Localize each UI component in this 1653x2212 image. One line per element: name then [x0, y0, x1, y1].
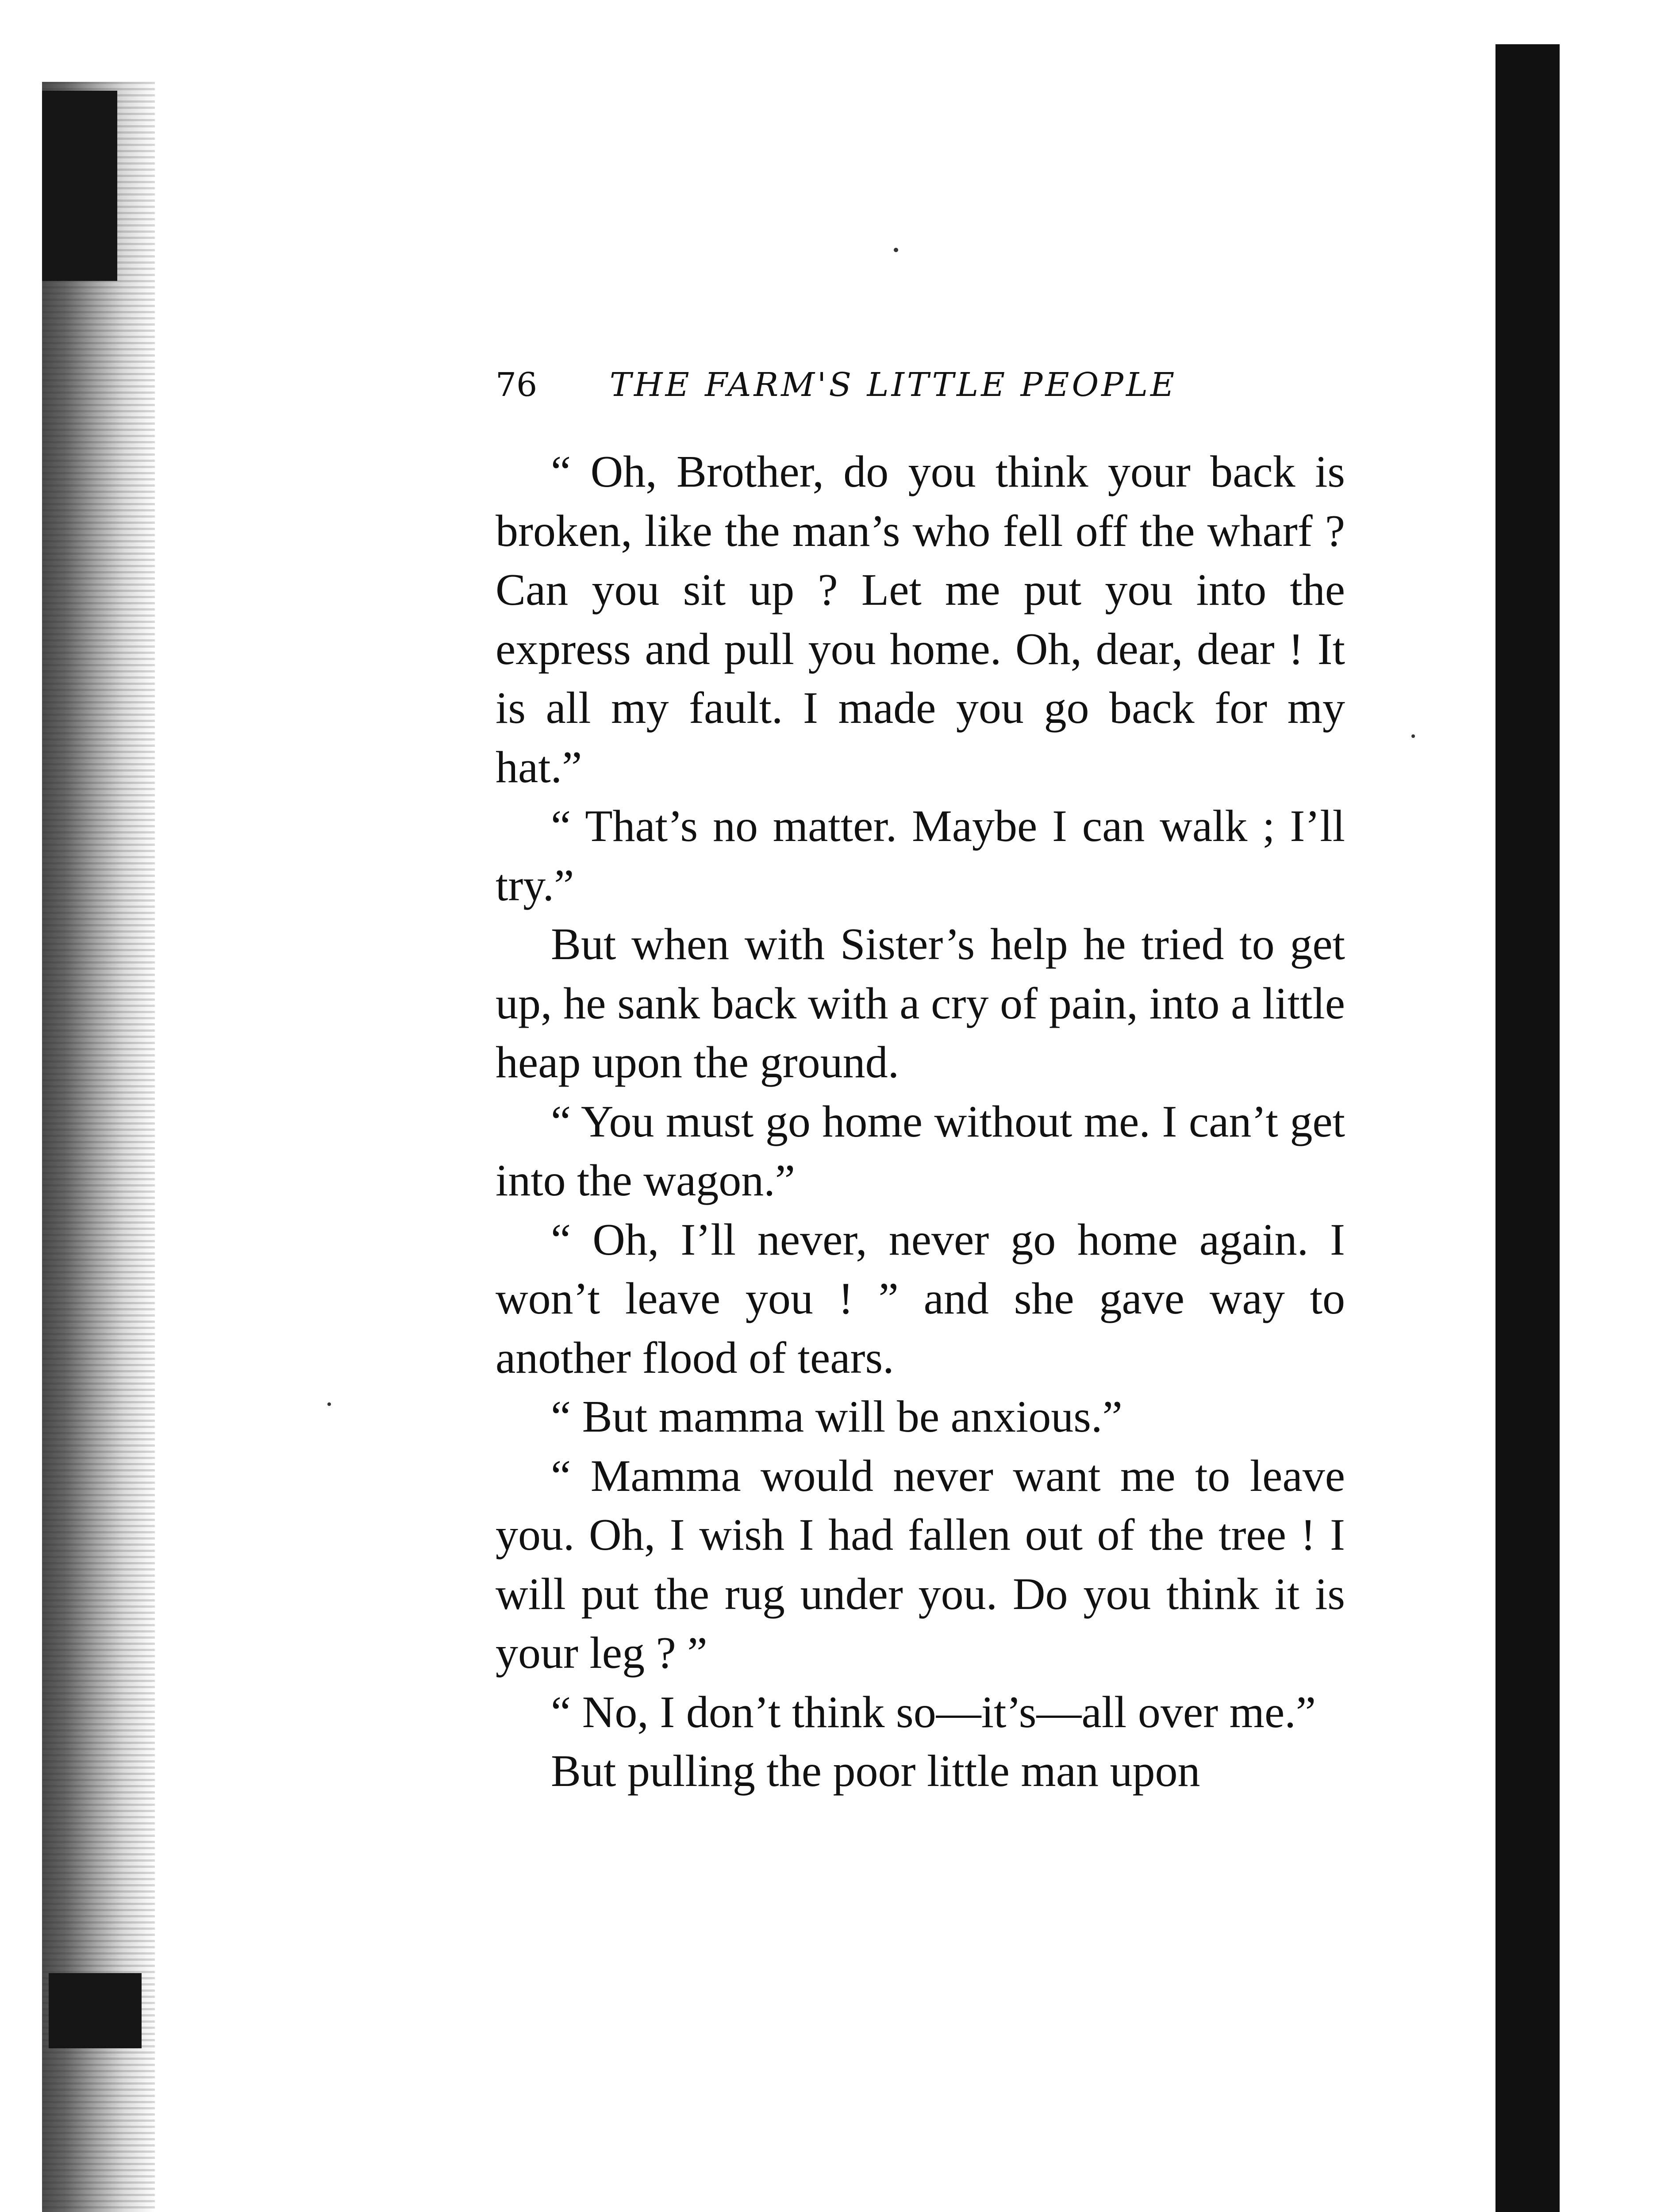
scan-artifact — [42, 91, 117, 281]
scanner-shadow-bar — [1495, 44, 1560, 2212]
paragraph: “ But mamma will be anxious.” — [551, 1392, 1123, 1442]
paragraph: “ Oh, Brother, do you think your back is broken, like the man’s who fell off the wharf ? Can you sit up ? Let me put you into the express and pull you home. Oh, dear, dear ! It is all my fault. I made you go back for my hat.” — [496, 447, 1345, 792]
scan-speck — [894, 248, 898, 252]
body-text — [496, 442, 1345, 1801]
paragraph: “ That’s no matter. Maybe I can walk ; I’ll try.” — [496, 801, 1345, 910]
running-title: THE FARM'S LITTLE PEOPLE — [609, 366, 1177, 404]
page-number: 76 — [496, 366, 538, 404]
paragraph: But when with Sister’s help he tried to get up, he sank back with a cry of pain, into a little heap upon the ground. — [496, 919, 1345, 1087]
paragraph: “ Mamma would never want me to leave you. Oh, I wish I had fallen out of the tree ! I will put the rug under you. Do you think it is your leg ? ” — [496, 1451, 1345, 1678]
scanned-binding-edge — [42, 82, 155, 2212]
paragraph: “ You must go home without me. I can’t get into the wagon.” — [496, 1096, 1345, 1206]
scan-artifact — [49, 1973, 142, 2048]
scan-speck — [327, 1402, 331, 1406]
paragraph: “ No, I don’t think so—it’s—all over me.” — [551, 1687, 1316, 1737]
page-header — [496, 356, 1363, 414]
paragraph: But pulling the poor little man upon — [551, 1746, 1200, 1796]
paragraph: “ Oh, I’ll never, never go home again. I won’t leave you ! ” and she gave way to another flood of tears. — [496, 1214, 1345, 1383]
scan-speck — [1411, 734, 1415, 738]
